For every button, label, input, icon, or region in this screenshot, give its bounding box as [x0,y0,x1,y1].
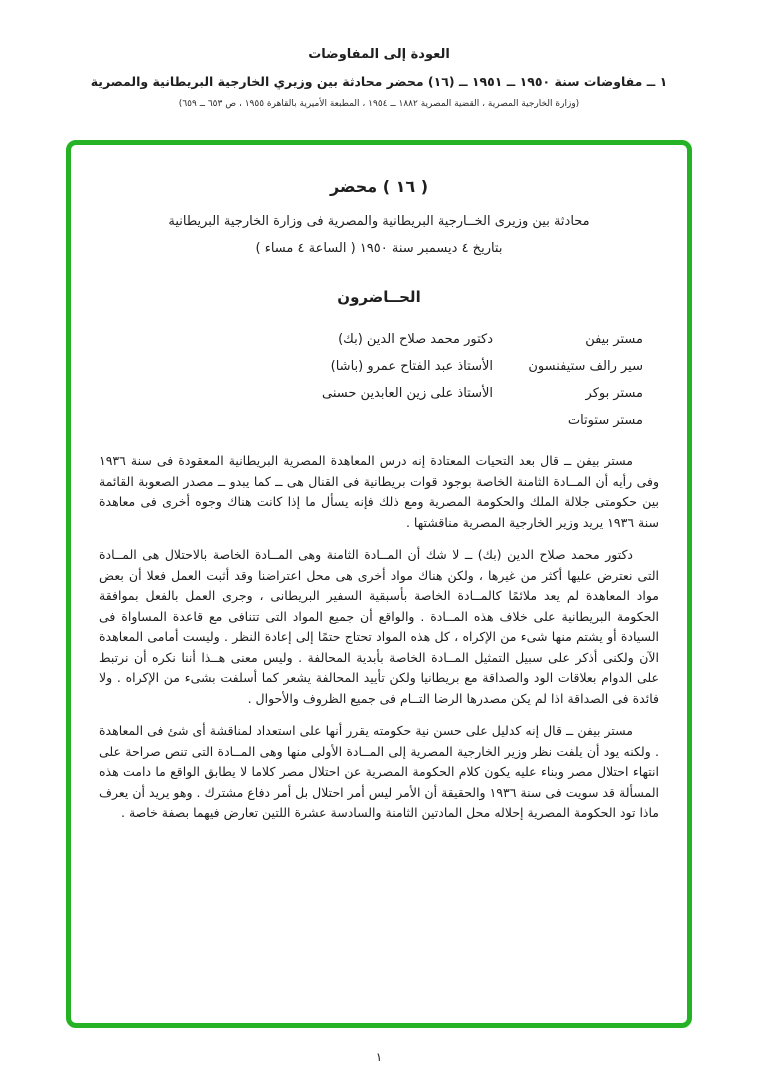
page-number: ١ [375,1050,383,1064]
attendees-heading: الحــاضرون [337,288,421,306]
document-body [99,451,659,824]
attendee-name: مستر بيفن [585,332,643,347]
paragraph-bevin-1: مستر بيفن ــ قال بعد التحيات المعتادة إنه درس المعاهدة المصرية البريطانية المعقودة فى سنة ١٩٣٦ وفى رأيه أن المــادة الثامنة الخاصة بوجود قوات بريطانية فى القنال هى ــ كما يبدو ــ مصدر الصعوبة القائمة بين حكومتى جلالة الملك والحكومة المصرية ومع ذلك فإنه يسأل ما إذا كانت هناك وجوه أخرى فى معاهدة سنة ١٩٣٦ يريد وزير الخارجية المصرية مناقشتها . [99,453,659,530]
attendee-name [187,411,493,431]
attendee-name: مستر ستوتات [567,413,643,428]
page-header [0,0,758,111]
paragraph-salaheldin: دكتور محمد صلاح الدين (بك) ــ لا شك أن المــادة الثامنة وهى المــادة الخاصة بالاحتلال هى المــادة التى نعترض عليها أكثر من غيرها ، ولكن هناك مواد أخرى هى محل اعتراضنا وقد أثبت العمل فعلا أن بعض مواد المعاهدة لم يعد ملائمًا كالمــادة الخاصة بأسبقية السفير البريطانى ، وجرى العمل بالفعل بموافقة الحكومة البريطانية على خلاف هذه المــادة . والواقع أن جميع المواد التى تتنافى مع قاعدة المساواة فى السيادة أو يشتم منها شىء من الإكراه ، كل هذه المواد تحتاج حتمًا إلى إعادة النظر . وليست أمامى المعاهدة الآن ولكنى أذكر على سبيل التمثيل المــادة الخاصة بأبدية المحالفة . وليس معنى هــذا أننا نكره أن نرتبط على الدوام بعلاقات الود والصداقة مع بريطانيا ولكن تأييد المحالفة يشعر كما أسلفت بشىء من الإكراه . ولا فائدة فى الصداقة اذا لم يكن مصدرها الرضا التــام فى جميع الظروف والأحوال . [99,547,659,706]
header-subtitle: ١ ــ مفاوضات سنة ١٩٥٠ ــ ١٩٥١ ــ (١٦) محضر محادثة بين وزيري الخارجية البريطانية والمصرية [90,74,668,89]
document-subtitle-line1: محادثة بين وزيرى الخــارجية البريطانية والمصرية فى وزارة الخارجية البريطانية [168,214,590,229]
attendees-list [187,330,643,431]
document-subtitle-line2: بتاريخ ٤ ديسمبر سنة ١٩٥٠ ( الساعة ٤ مساء ) [255,241,503,256]
attendees-row [187,330,643,350]
header-title: العودة إلى المفاوضات [308,47,450,62]
document-frame [66,140,692,1028]
attendees-row [187,357,643,377]
attendees-row [187,411,643,431]
header-source-citation: (وزارة الخارجية المصرية ، القضية المصرية ١٨٨٢ ــ ١٩٥٤ ، المطبعة الأميرية بالقاهرة ١٩٥٥ ، ص ٦٥٣ ــ ٦٥٩) [178,99,580,109]
attendees-row [187,384,643,404]
attendee-name: الأستاذ عبد الفتاح عمرو (باشا) [330,359,493,374]
paragraph-bevin-2: مستر بيفن ــ قال إنه كدليل على حسن نية حكومته يقرر أنها على استعداد لمناقشة أى شئ فى المعاهدة . ولكنه يود أن يلفت نظر وزير الخارجية المصرية إلى المــادة الأولى منها وهى المــادة التى تنص صراحة على انتهاء احتلال مصر وبناء عليه يكون كلام الحكومة المصرية عن احتلال مصر كلاما لا يطابق الواقع ما دامت هذه المسألة قد سويت فى سنة ١٩٣٦ والحقيقة أن الأمر ليس أمر احتلال بل أمر دفاع مشترك . وهو يريد أن يعرف ماذا تود الحكومة المصرية إحلاله محل المادتين الثامنة والسادسة عشرة اللتين تعارض فيهما بصفة خاصة . [99,723,659,820]
attendee-name: مستر بوكر [585,386,643,401]
attendee-name: الأستاذ على زين العابدين حسنى [322,386,493,401]
attendee-name: دكتور محمد صلاح الدين (بك) [338,332,493,347]
attendee-name: سير رالف ستيفنسون [528,359,643,374]
document-title: ( ١٦ ) محضر [329,177,429,196]
